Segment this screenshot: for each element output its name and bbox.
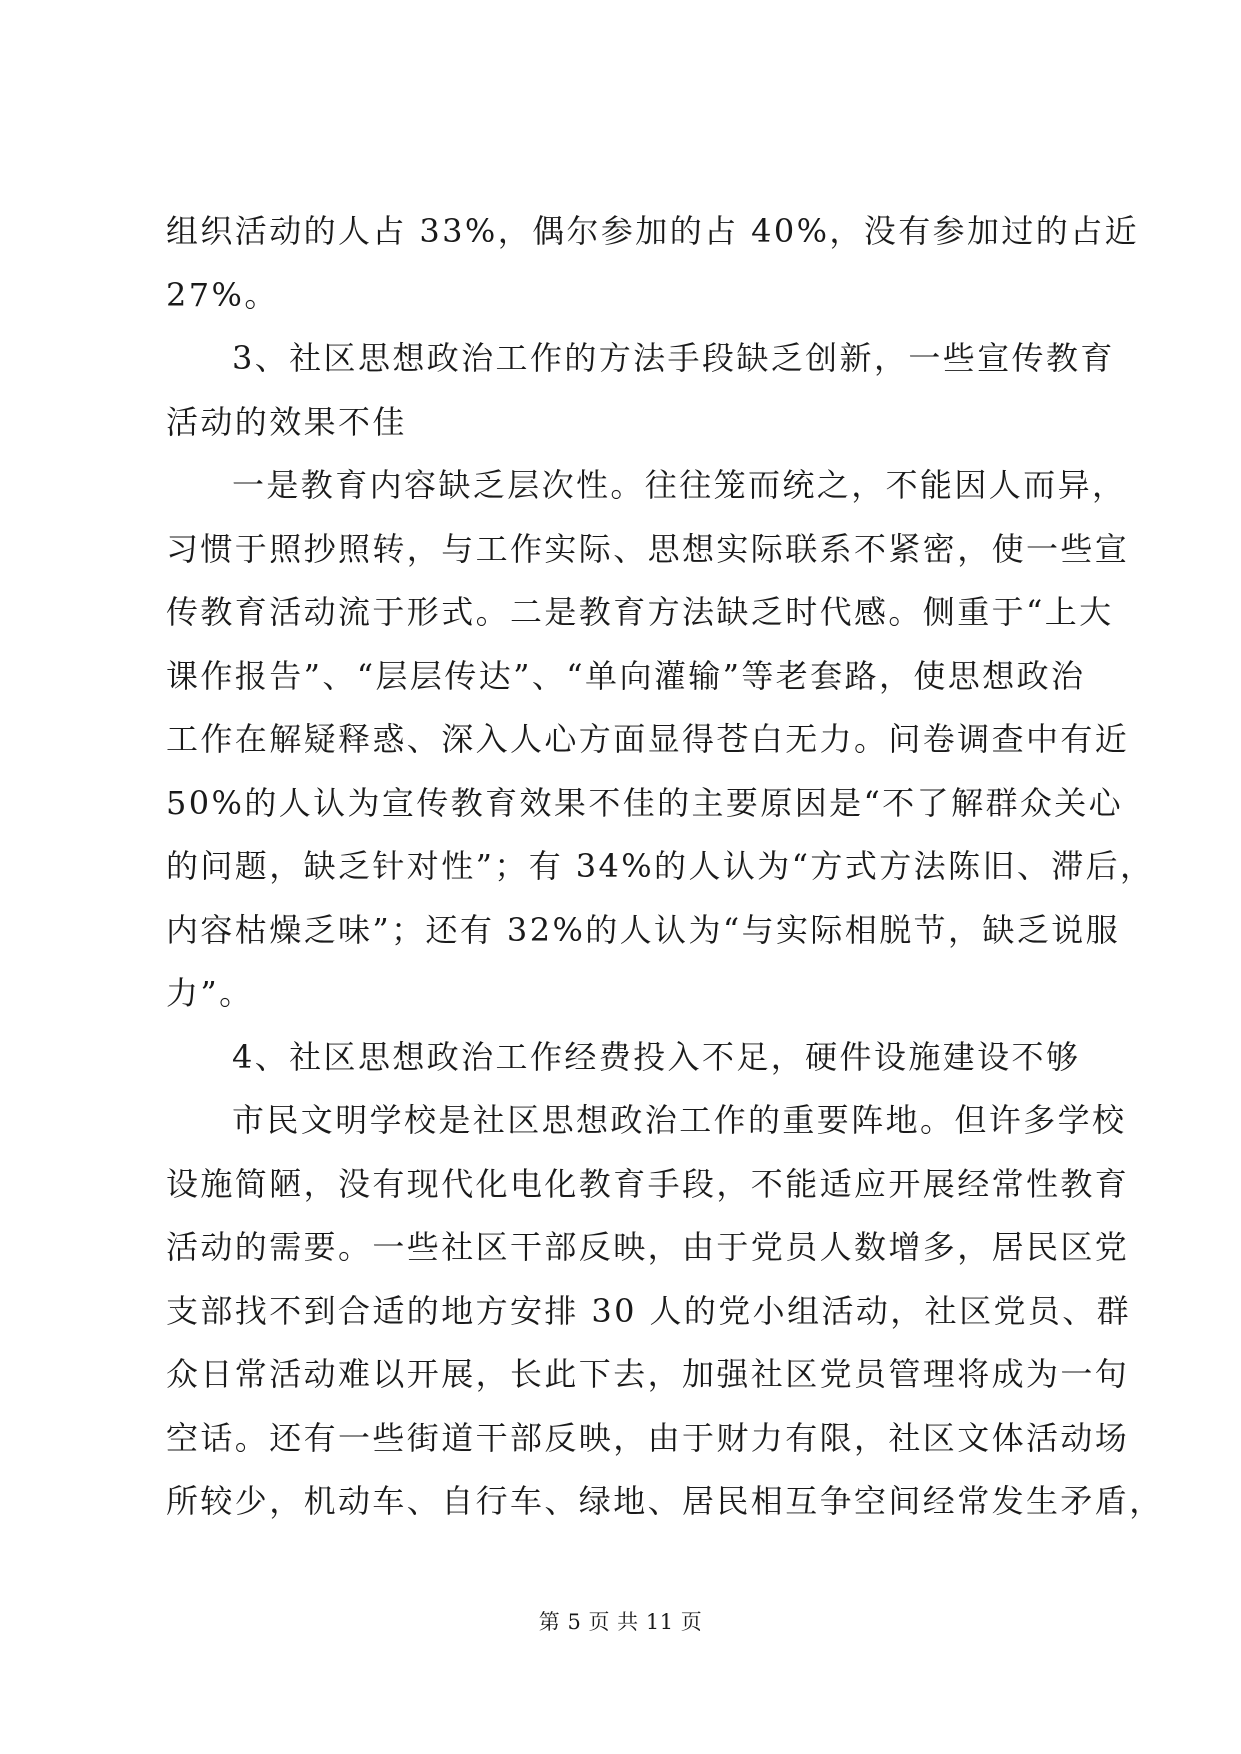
text-line: 市民文明学校是社区思想政治工作的重要阵地。但许多学校 (232, 1101, 1127, 1139)
text-line: 传教育活动流于形式。二是教育方法缺乏时代感。侧重于“上大 (166, 593, 1114, 631)
page-number-footer: 第 5 页 共 11 页 (538, 1610, 703, 1634)
section-heading-3: 3、社区思想政治工作的方法手段缺乏创新，一些宣传教育 (232, 339, 1115, 377)
text-line: 课作报告”、“层层传达”、“单向灌输”等老套路，使思想政治 (166, 656, 1086, 695)
text-line: 的问题，缺乏针对性”；有 34%的人认为“方式方法陈旧、滞后， (166, 847, 1155, 885)
text-line: 支部找不到合适的地方安排 30 人的党小组活动，社区党员、群 (166, 1291, 1132, 1330)
text-line: 力”。 (166, 974, 254, 1012)
text-line: 空话。还有一些街道干部反映，由于财力有限，社区文体活动场 (166, 1418, 1130, 1457)
text-line: 一是教育内容缺乏层次性。往往笼而统之，不能因人而异， (232, 466, 1127, 504)
text-line: 工作在解疑释惑、深入人心方面显得苍白无力。问卷调查中有近 (166, 720, 1130, 758)
text-line: 内容枯燥乏味”；还有 32%的人认为“与实际相脱节，缺乏说服 (166, 910, 1121, 949)
text-line: 组织活动的人占 33%，偶尔参加的占 40%，没有参加过的占近 (166, 212, 1139, 250)
text-line: 所较少，机动车、自行车、绿地、居民相互争空间经常发生矛盾， (166, 1482, 1164, 1520)
text-line: 27%。 (166, 275, 279, 314)
text-line: 50%的人认为宣传教育效果不佳的主要原因是“不了解群众关心 (166, 783, 1124, 822)
section-heading-4: 4、社区思想政治工作经费投入不足，硬件设施建设不够 (232, 1037, 1081, 1076)
text-line: 众日常活动难以开展，长此下去，加强社区党员管理将成为一句 (166, 1355, 1130, 1393)
text-line: 习惯于照抄照转，与工作实际、思想实际联系不紧密，使一些宣 (166, 529, 1130, 568)
document-body (166, 200, 1164, 1534)
text-line: 活动的需要。一些社区干部反映，由于党员人数增多，居民区党 (166, 1228, 1130, 1266)
text-line: 设施简陋，没有现代化电化教育手段，不能适应开展经常性教育 (166, 1164, 1130, 1203)
section-heading-3-cont: 活动的效果不佳 (166, 402, 407, 441)
